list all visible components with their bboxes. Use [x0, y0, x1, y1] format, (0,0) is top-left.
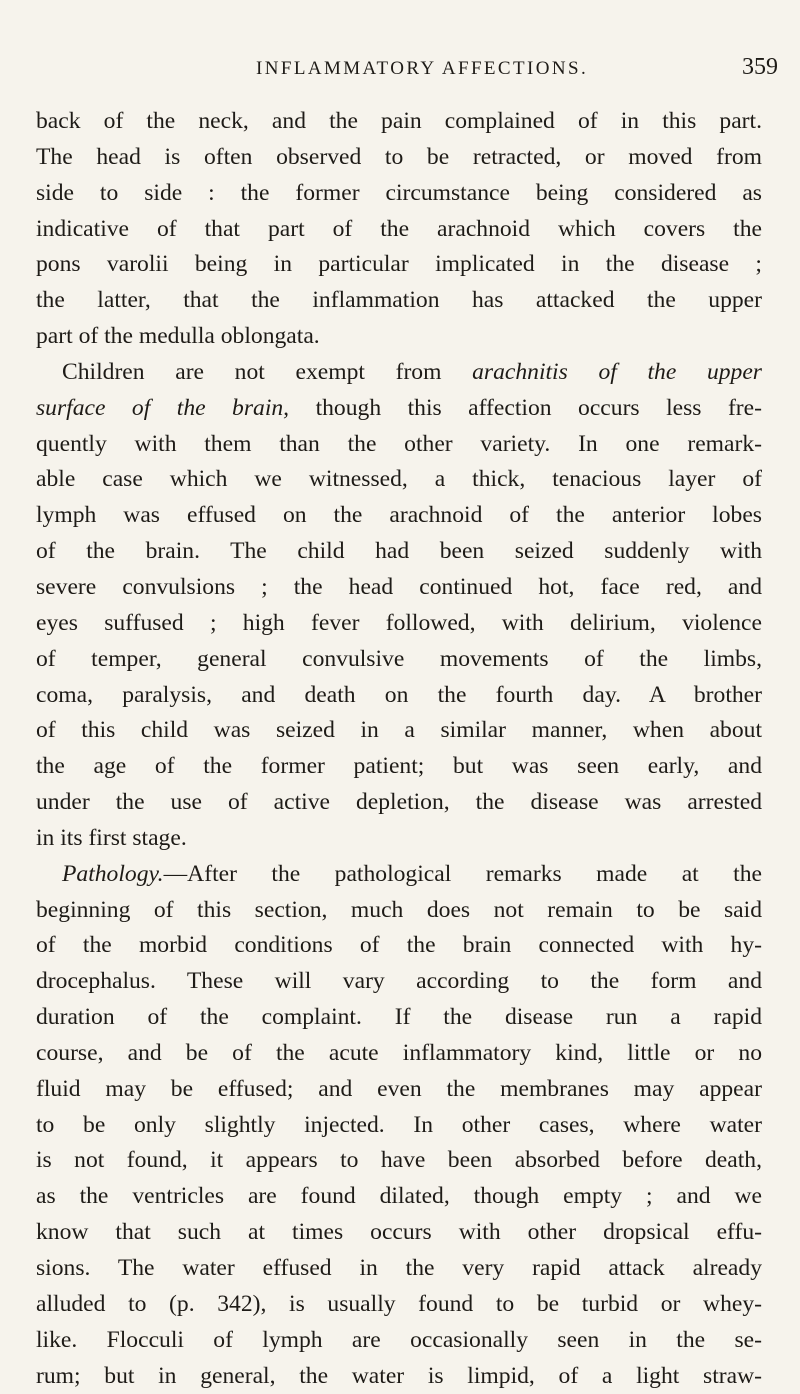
text-line-11: able case which we witnessed, a thick, tenacious layer of: [36, 466, 762, 493]
text-line-15: eyes suffused ; high fever followed, with delirium, violence: [36, 609, 762, 636]
page-number: 359: [742, 54, 778, 80]
text-line-22-rest: —After the pathological remarks made at the: [163, 860, 762, 887]
text-line-27: course, and be of the acute inflammatory kind, little or no: [36, 1039, 762, 1066]
text-line-5: pons varolii being in particular implicated in the disease ;: [36, 251, 762, 278]
section-heading-pathology: Pathology.: [62, 860, 164, 887]
text-line-14: severe convulsions ; the head continued hot, face red, and: [36, 573, 762, 600]
body-text: [36, 104, 762, 1394]
running-head: [0, 54, 800, 88]
text-line-28: fluid may be effused; and even the membranes may appear: [36, 1075, 762, 1102]
text-line-9: [36, 391, 762, 427]
text-line-31: as the ventricles are found dilated, though empty ; and we: [36, 1183, 762, 1210]
text-line-9-italic: surface of the brain,: [36, 394, 290, 421]
text-line-13: of the brain. The child had been seized suddenly with: [36, 538, 762, 565]
text-line-8-prefix: Children are not exempt from: [62, 358, 473, 385]
text-line-18: of this child was seized in a similar manner, when about: [36, 717, 762, 744]
text-line-25: drocephalus. These will vary according to the form and: [36, 968, 762, 995]
running-title: INFLAMMATORY AFFECTIONS.: [256, 58, 589, 79]
text-line-35: like. Flocculi of lymph are occasionally seen in the se-: [36, 1326, 762, 1353]
text-line-36: rum; but in general, the water is limpid, of a light straw-: [36, 1362, 762, 1389]
text-line-1: back of the neck, and the pain complained of in this part.: [36, 108, 762, 134]
text-line-4: indicative of that part of the arachnoid which covers the: [36, 215, 762, 242]
text-line-23: beginning of this section, much does not remain to be said: [36, 896, 762, 923]
text-line-24: of the morbid conditions of the brain connected with hy-: [36, 932, 762, 959]
text-line-8: [36, 355, 762, 391]
text-line-9-rest: though this affection occurs less fre-: [315, 394, 762, 421]
text-line-19: the age of the former patient; but was seen early, and: [36, 753, 762, 780]
text-line-20: under the use of active depletion, the disease was arrested: [36, 789, 762, 816]
text-line-8-italic: arachnitis of the upper: [472, 358, 762, 385]
text-line-21: in its first stage.: [36, 824, 187, 851]
text-line-10: quently with them than the other variety. In one remark-: [36, 430, 762, 457]
text-line-17: coma, paralysis, and death on the fourth day. A brother: [36, 681, 762, 708]
text-line-3: side to side : the former circumstance being considered as: [36, 179, 762, 206]
text-line-6: the latter, that the inflammation has attacked the upper: [36, 287, 762, 314]
text-line-29: to be only slightly injected. In other cases, where water: [36, 1111, 762, 1138]
text-line-33: sions. The water effused in the very rapid attack already: [36, 1255, 762, 1281]
text-line-34: alluded to (p. 342), is usually found to be turbid or whey-: [36, 1290, 762, 1317]
text-line-22: [36, 857, 762, 893]
text-line-2: The head is often observed to be retracted, or moved from: [36, 143, 762, 170]
text-line-16: of temper, general convulsive movements of the limbs,: [36, 645, 762, 672]
text-line-26: duration of the complaint. If the disease run a rapid: [36, 1004, 762, 1031]
text-line-7: part of the medulla oblongata.: [36, 323, 320, 350]
text-line-30: is not found, it appears to have been absorbed before death,: [36, 1147, 762, 1174]
text-line-32: know that such at times occurs with other dropsical effu-: [36, 1219, 762, 1246]
text-line-12: lymph was effused on the arachnoid of the anterior lobes: [36, 502, 762, 529]
